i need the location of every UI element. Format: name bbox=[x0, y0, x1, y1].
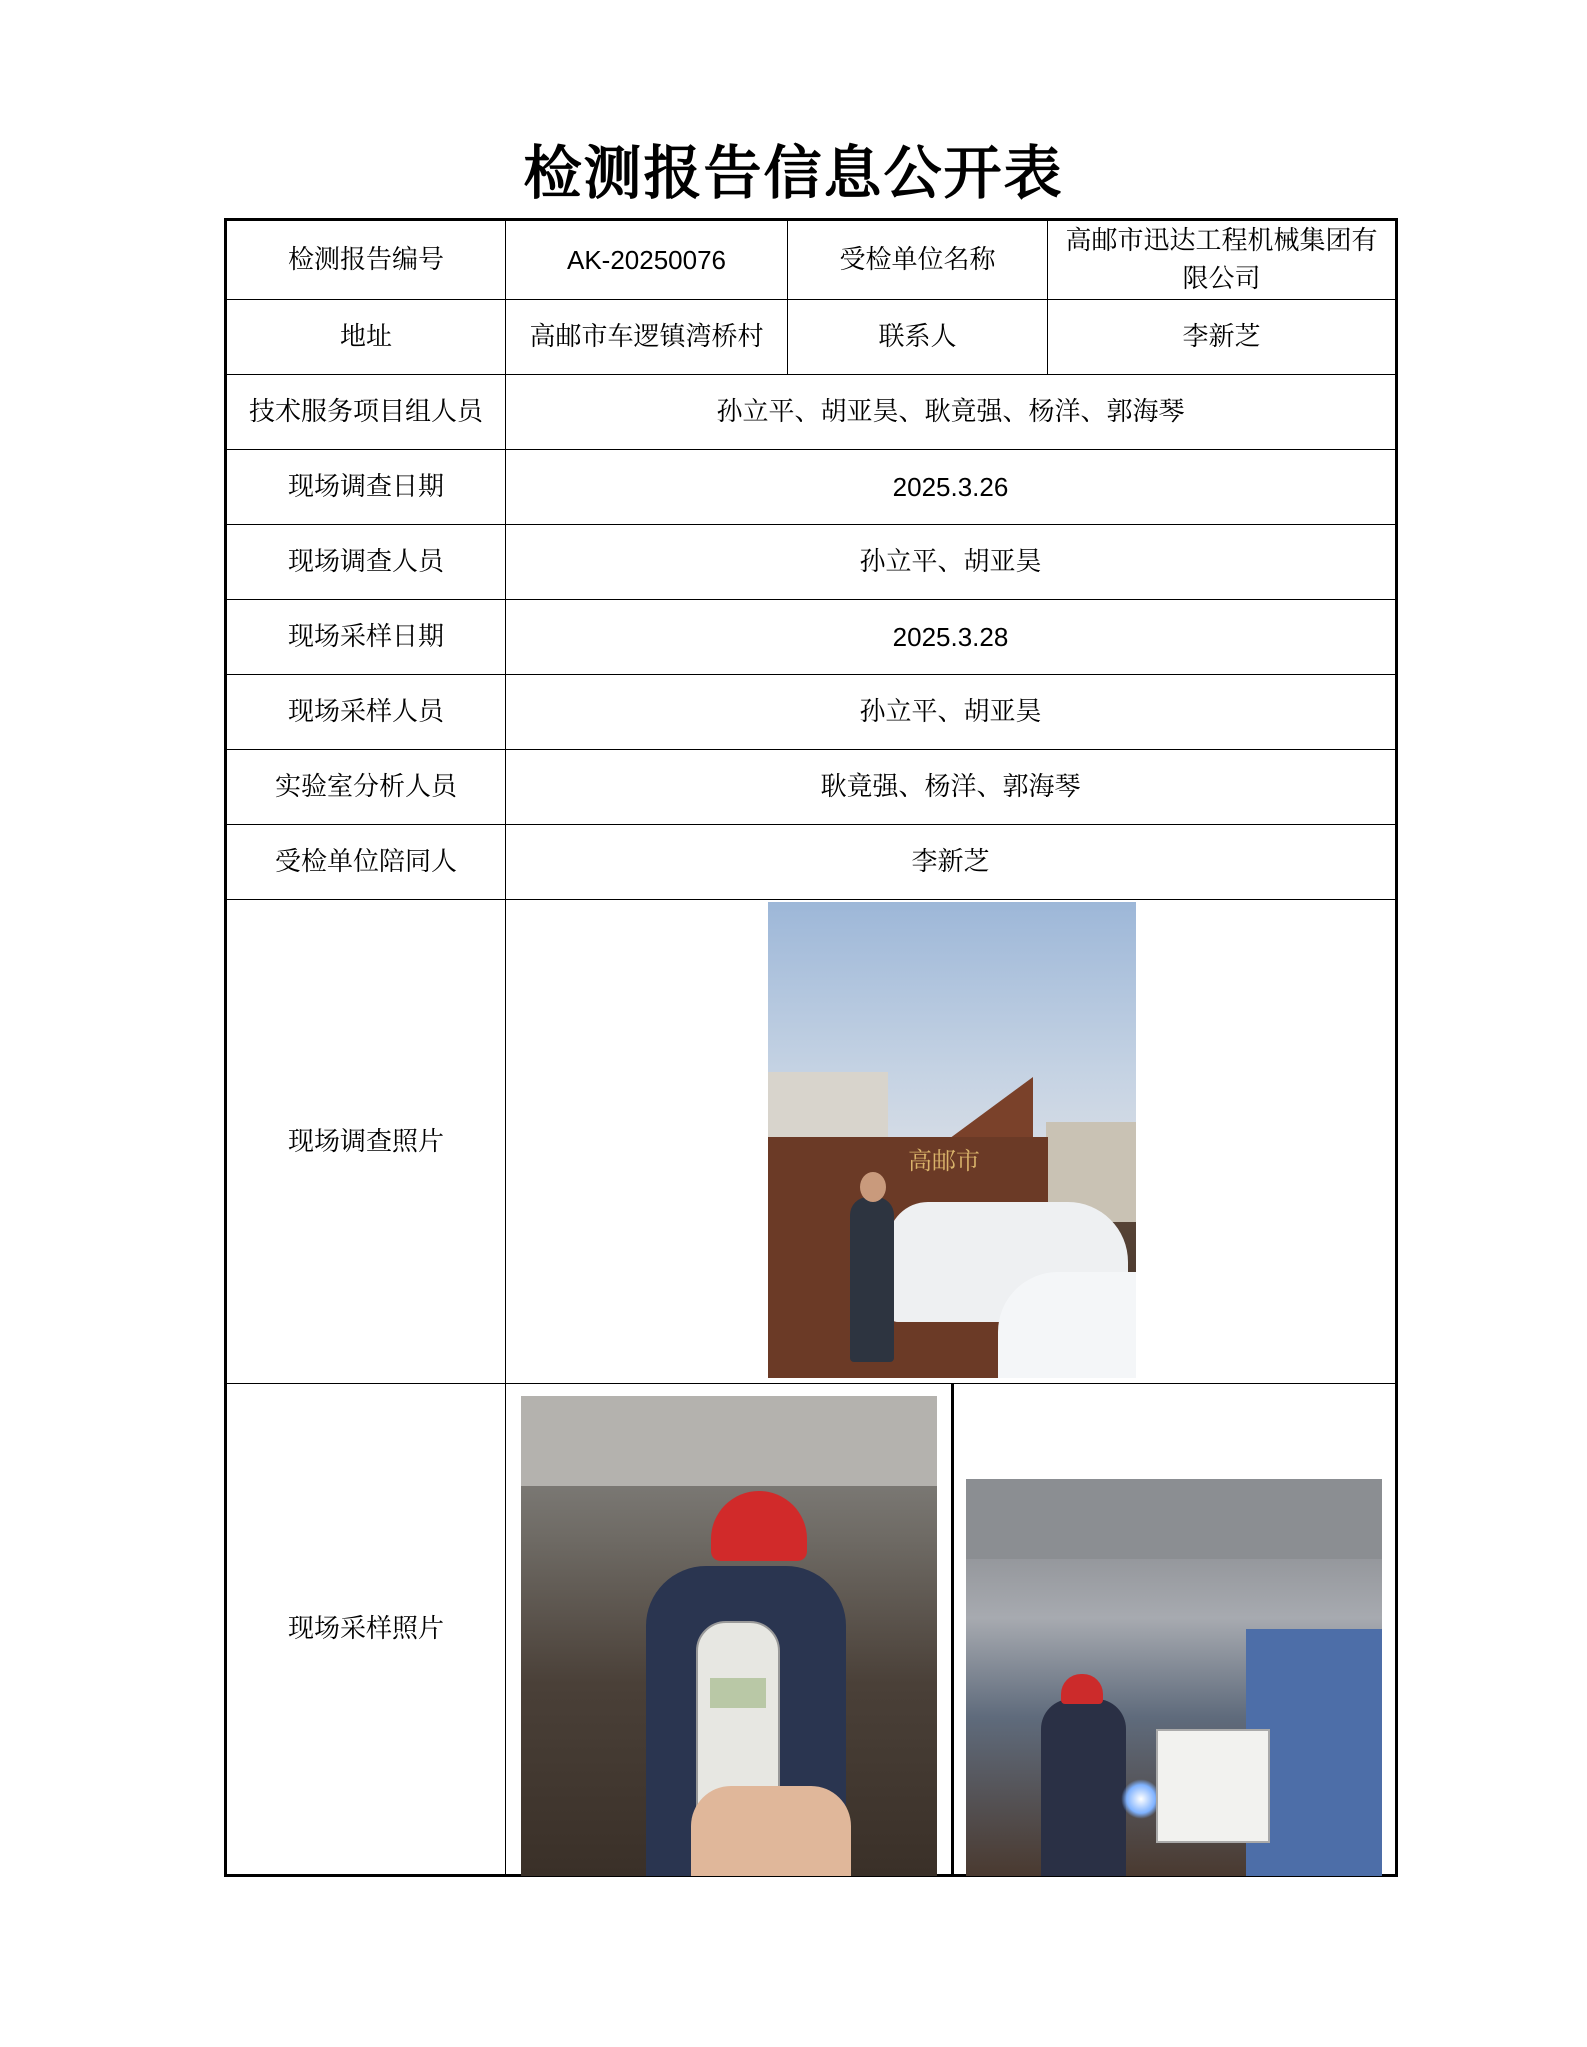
table-row bbox=[226, 375, 1397, 450]
hand-shape bbox=[691, 1786, 851, 1876]
sampling-date-value: 2025.3.28 bbox=[506, 600, 1397, 675]
unit-name-value: 高邮市迅达工程机械集团有限公司 bbox=[1048, 220, 1397, 300]
sampling-date-label: 现场采样日期 bbox=[226, 600, 506, 675]
survey-photo-label: 现场调查照片 bbox=[226, 900, 506, 1384]
address-value: 高邮市车逻镇湾桥村 bbox=[506, 300, 788, 375]
table-row bbox=[226, 825, 1397, 900]
survey-staff-label: 现场调查人员 bbox=[226, 525, 506, 600]
worker-shape bbox=[1041, 1699, 1126, 1876]
escort-value: 李新芝 bbox=[506, 825, 1397, 900]
team-value: 孙立平、胡亚昊、耿竟强、杨洋、郭海琴 bbox=[506, 375, 1397, 450]
survey-staff-value: 孙立平、胡亚昊 bbox=[506, 525, 1397, 600]
lab-staff-value: 耿竟强、杨洋、郭海琴 bbox=[506, 750, 1397, 825]
car-shape bbox=[998, 1272, 1136, 1378]
report-table bbox=[224, 218, 1398, 1877]
table-row bbox=[226, 220, 1397, 300]
sampling-photo-right bbox=[966, 1479, 1382, 1876]
address-label: 地址 bbox=[226, 300, 506, 375]
unit-name-label: 受检单位名称 bbox=[788, 220, 1048, 300]
sampling-staff-value: 孙立平、胡亚昊 bbox=[506, 675, 1397, 750]
table-row bbox=[226, 900, 1397, 1384]
contact-label: 联系人 bbox=[788, 300, 1048, 375]
photo-divider bbox=[951, 1384, 954, 1874]
sampling-staff-label: 现场采样人员 bbox=[226, 675, 506, 750]
report-number-label: 检测报告编号 bbox=[226, 220, 506, 300]
table-row bbox=[226, 1384, 1397, 1876]
team-label: 技术服务项目组人员 bbox=[226, 375, 506, 450]
survey-date-label: 现场调查日期 bbox=[226, 450, 506, 525]
meter-screen-shape bbox=[710, 1678, 766, 1708]
sampling-photo-left bbox=[521, 1396, 937, 1876]
helmet-shape bbox=[1061, 1674, 1103, 1704]
table-row bbox=[226, 300, 1397, 375]
contact-value: 李新芝 bbox=[1048, 300, 1397, 375]
page-title: 检测报告信息公开表 bbox=[523, 139, 1064, 207]
lab-staff-label: 实验室分析人员 bbox=[226, 750, 506, 825]
table-row bbox=[226, 750, 1397, 825]
survey-photo-cell bbox=[506, 900, 1397, 1384]
table-row bbox=[226, 525, 1397, 600]
gate-sign-text: 高邮市 bbox=[908, 1147, 980, 1175]
workshop-roof-shape bbox=[966, 1479, 1382, 1559]
escort-label: 受检单位陪同人 bbox=[226, 825, 506, 900]
survey-date-value: 2025.3.26 bbox=[506, 450, 1397, 525]
survey-photo bbox=[768, 902, 1136, 1378]
workshop-roof-shape bbox=[521, 1396, 937, 1486]
sampling-photo-label: 现场采样照片 bbox=[226, 1384, 506, 1876]
sampler-box-shape bbox=[1156, 1729, 1270, 1843]
report-number-value: AK-20250076 bbox=[506, 220, 788, 300]
person-head-shape bbox=[860, 1172, 886, 1202]
table-row bbox=[226, 450, 1397, 525]
person-shape bbox=[850, 1197, 894, 1362]
table-row bbox=[226, 600, 1397, 675]
welding-glow-shape bbox=[1121, 1779, 1161, 1819]
table-row bbox=[226, 675, 1397, 750]
helmet-shape bbox=[711, 1491, 807, 1561]
sampling-photo-cell bbox=[506, 1384, 1397, 1876]
